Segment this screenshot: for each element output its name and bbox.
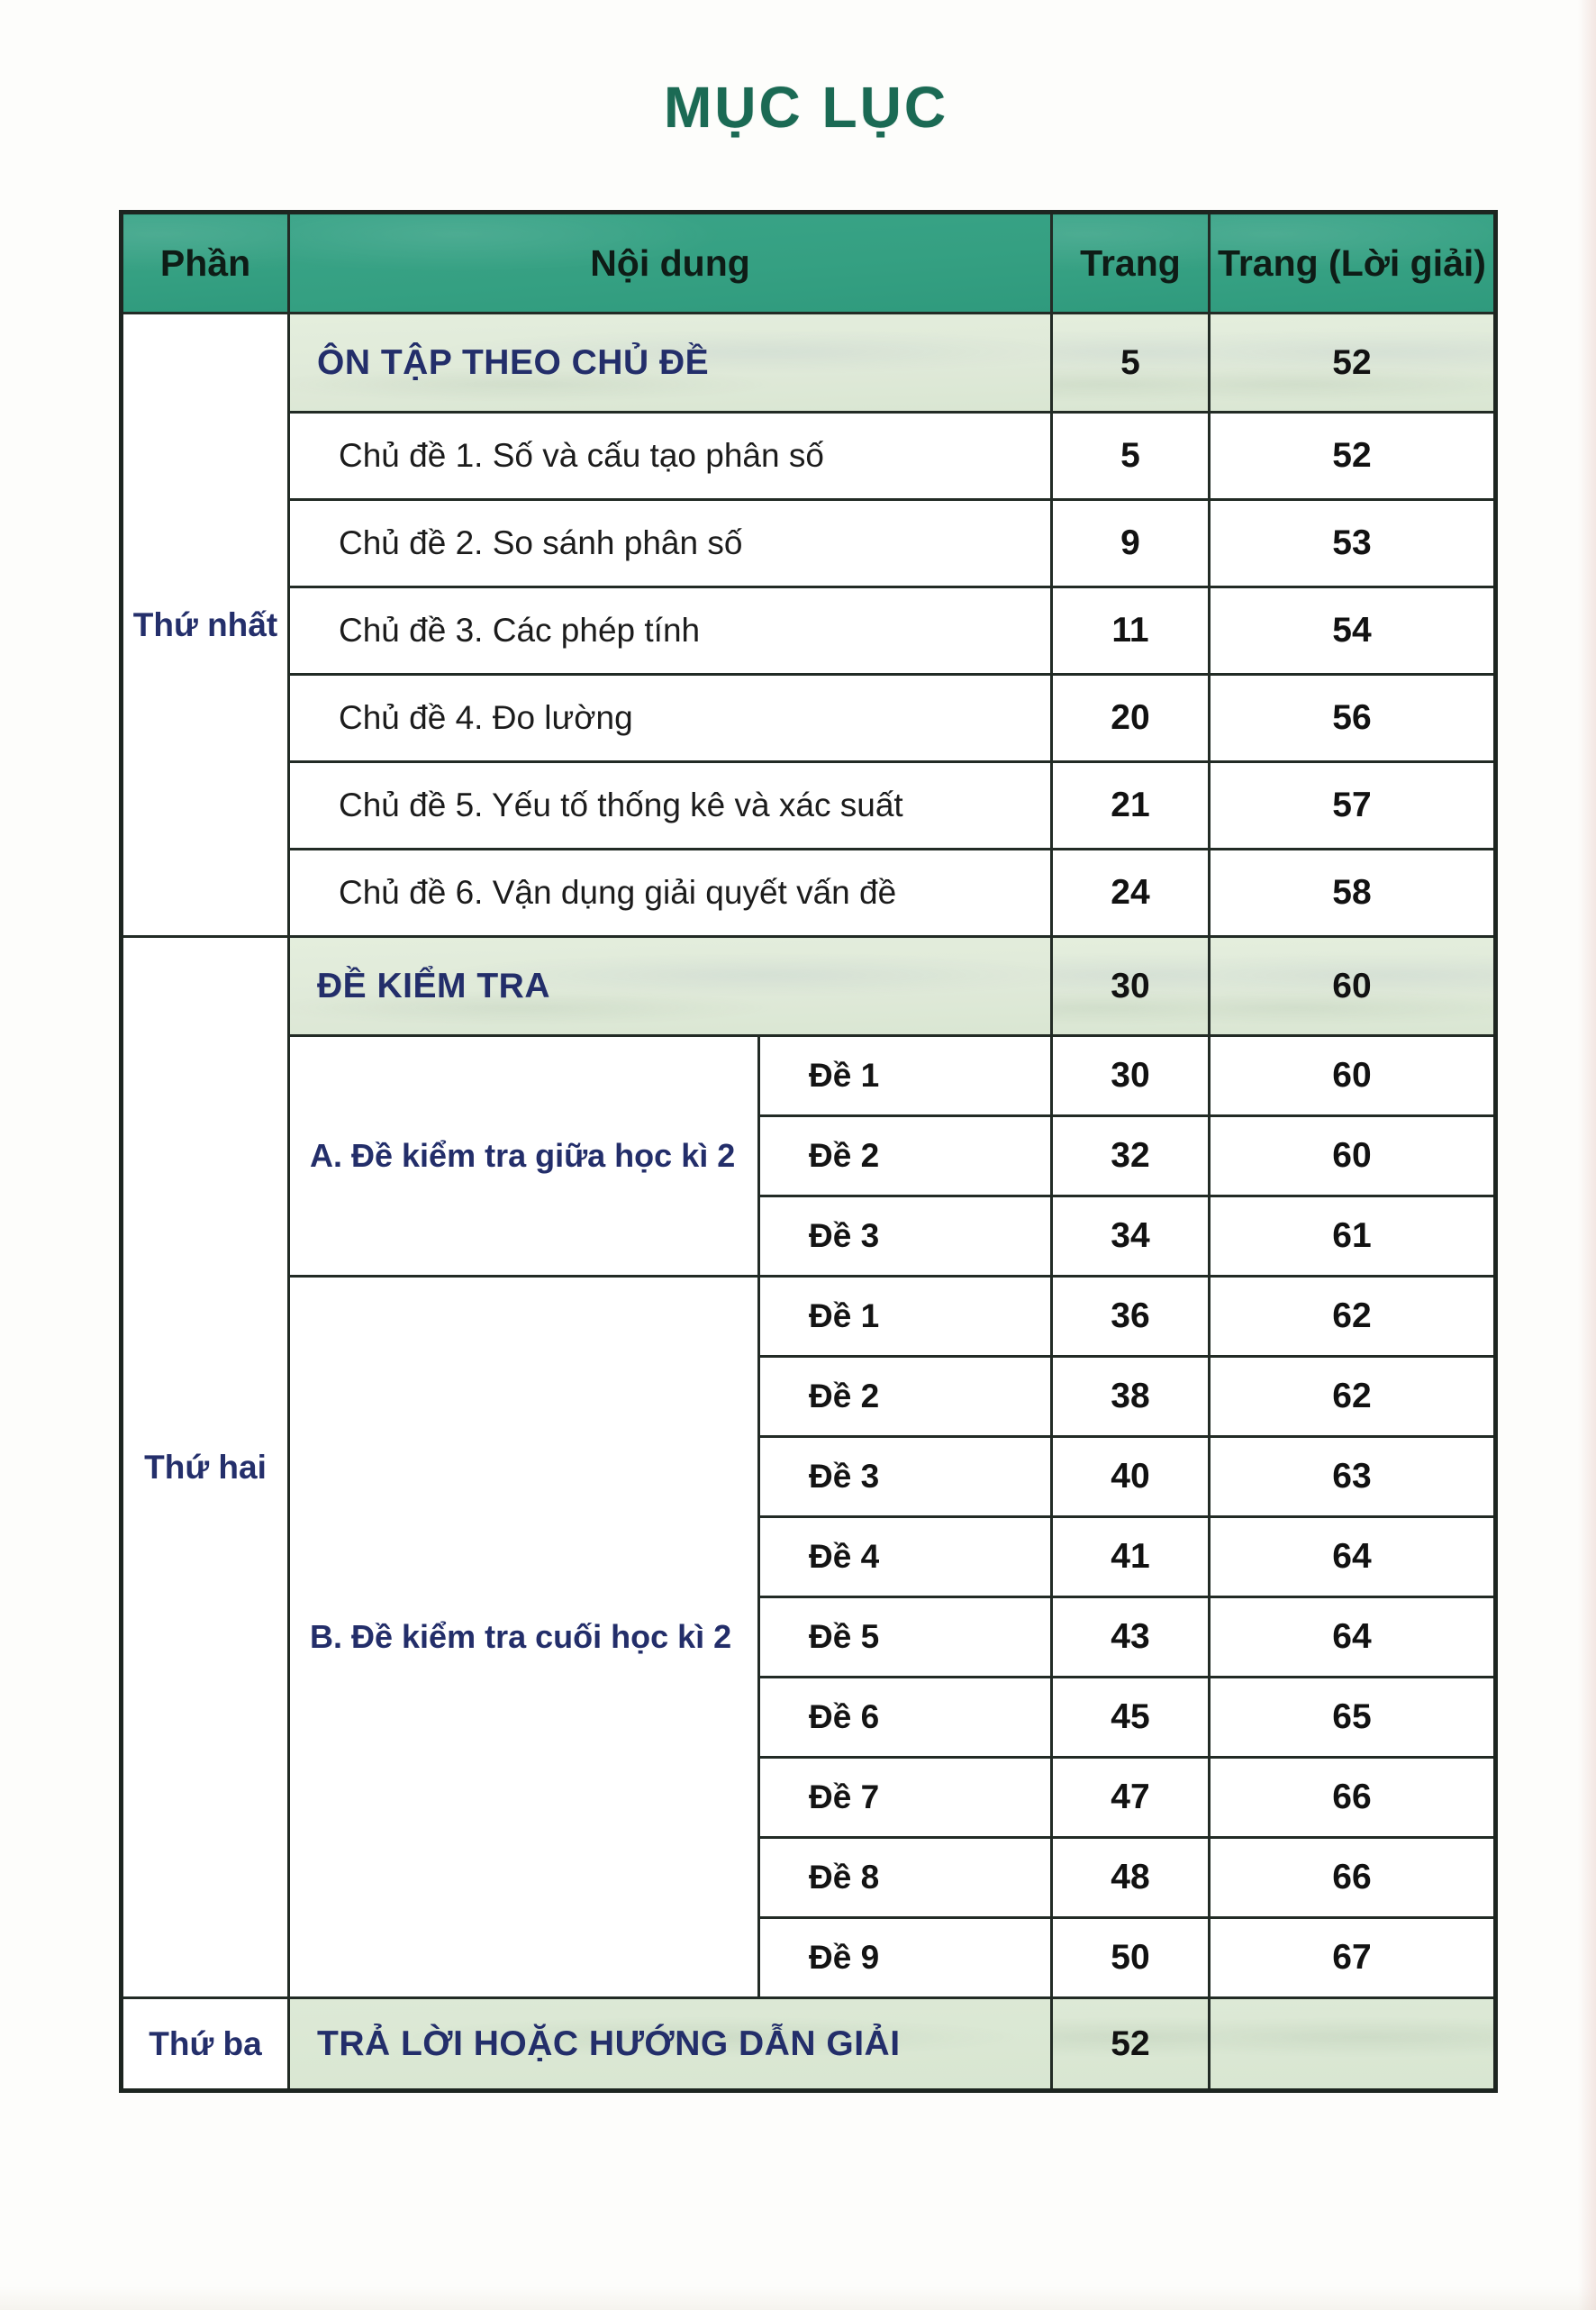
- exam-label: Đề 2: [759, 1116, 1052, 1196]
- exam-label: Đề 1: [759, 1036, 1052, 1116]
- section-label-thu-hai: Thứ hai: [122, 937, 289, 1998]
- page-number: 32: [1052, 1116, 1210, 1196]
- table-header-row: [122, 213, 1496, 314]
- exam-label: Đề 5: [759, 1597, 1052, 1678]
- table-row: [122, 675, 1496, 762]
- page-number: 5: [1052, 413, 1210, 500]
- table-row: [122, 1277, 1496, 1357]
- solution-page-number: 54: [1210, 587, 1496, 675]
- solution-page-number: 53: [1210, 500, 1496, 587]
- column-header-trang-loi-giai: Trang (Lời giải): [1210, 213, 1496, 314]
- solution-page-number: [1210, 1998, 1496, 2091]
- page-number: 20: [1052, 675, 1210, 762]
- exam-label: Đề 3: [759, 1196, 1052, 1277]
- page-number: 45: [1052, 1678, 1210, 1758]
- exam-label: Đề 4: [759, 1517, 1052, 1597]
- solution-page-number: 66: [1210, 1758, 1496, 1838]
- solution-page-number: 64: [1210, 1597, 1496, 1678]
- solution-page-number: 60: [1210, 1116, 1496, 1196]
- page-number: 36: [1052, 1277, 1210, 1357]
- section-heading-on-tap: ÔN TẬP THEO CHỦ ĐỀ: [289, 314, 1052, 413]
- exam-label: Đề 9: [759, 1918, 1052, 1998]
- solution-page-number: 60: [1210, 937, 1496, 1036]
- page-number: 52: [1052, 1998, 1210, 2091]
- table-row: [122, 937, 1496, 1036]
- table-row: [122, 587, 1496, 675]
- table-row: [122, 1998, 1496, 2091]
- table-row: [122, 762, 1496, 850]
- page-number: 11: [1052, 587, 1210, 675]
- table-row: [122, 1036, 1496, 1116]
- solution-page-number: 58: [1210, 850, 1496, 937]
- exam-label: Đề 6: [759, 1678, 1052, 1758]
- exam-group-label-a: A. Đề kiểm tra giữa học kì 2: [289, 1036, 759, 1277]
- solution-page-number: 52: [1210, 314, 1496, 413]
- topic-label: Chủ đề 6. Vận dụng giải quyết vấn đề: [289, 850, 1052, 937]
- exam-label: Đề 3: [759, 1437, 1052, 1517]
- table-row: [122, 850, 1496, 937]
- exam-label: Đề 8: [759, 1838, 1052, 1918]
- solution-page-number: 60: [1210, 1036, 1496, 1116]
- page-number: 47: [1052, 1758, 1210, 1838]
- topic-label: Chủ đề 5. Yếu tố thống kê và xác suất: [289, 762, 1052, 850]
- topic-label: Chủ đề 4. Đo lường: [289, 675, 1052, 762]
- page-number: 30: [1052, 1036, 1210, 1116]
- section-label-thu-nhat: Thứ nhất: [122, 314, 289, 937]
- solution-page-number: 66: [1210, 1838, 1496, 1918]
- page-number: 9: [1052, 500, 1210, 587]
- page-number: 5: [1052, 314, 1210, 413]
- solution-page-number: 61: [1210, 1196, 1496, 1277]
- table-row: [122, 500, 1496, 587]
- section-label-thu-ba: Thứ ba: [122, 1998, 289, 2091]
- page-number: 50: [1052, 1918, 1210, 1998]
- column-header-trang: Trang: [1052, 213, 1210, 314]
- solution-page-number: 52: [1210, 413, 1496, 500]
- solution-page-number: 56: [1210, 675, 1496, 762]
- section-heading-tra-loi: TRẢ LỜI HOẶC HƯỚNG DẪN GIẢI: [289, 1998, 1052, 2091]
- page-number: 30: [1052, 937, 1210, 1036]
- topic-label: Chủ đề 2. So sánh phân số: [289, 500, 1052, 587]
- solution-page-number: 64: [1210, 1517, 1496, 1597]
- table-row: [122, 413, 1496, 500]
- page-title: MỤC LỤC: [663, 75, 949, 140]
- solution-page-number: 57: [1210, 762, 1496, 850]
- page-number: 48: [1052, 1838, 1210, 1918]
- exam-group-label-b: B. Đề kiểm tra cuối học kì 2: [289, 1277, 759, 1998]
- page-number: 34: [1052, 1196, 1210, 1277]
- table-of-contents: [119, 210, 1498, 2093]
- table-row: [122, 314, 1496, 413]
- solution-page-number: 62: [1210, 1357, 1496, 1437]
- page-number: 41: [1052, 1517, 1210, 1597]
- page-number: 21: [1052, 762, 1210, 850]
- topic-label: Chủ đề 1. Số và cấu tạo phân số: [289, 413, 1052, 500]
- topic-label: Chủ đề 3. Các phép tính: [289, 587, 1052, 675]
- page-number: 40: [1052, 1437, 1210, 1517]
- exam-label: Đề 1: [759, 1277, 1052, 1357]
- solution-page-number: 63: [1210, 1437, 1496, 1517]
- column-header-phan: Phần: [122, 213, 289, 314]
- exam-label: Đề 2: [759, 1357, 1052, 1437]
- solution-page-number: 62: [1210, 1277, 1496, 1357]
- page-number: 24: [1052, 850, 1210, 937]
- page-edge-shadow: [1578, 0, 1596, 2310]
- page-number: 38: [1052, 1357, 1210, 1437]
- solution-page-number: 65: [1210, 1678, 1496, 1758]
- column-header-noi-dung: Nội dung: [289, 213, 1052, 314]
- solution-page-number: 67: [1210, 1918, 1496, 1998]
- section-heading-de-kiem-tra: ĐỀ KIỂM TRA: [289, 937, 1052, 1036]
- page-number: 43: [1052, 1597, 1210, 1678]
- exam-label: Đề 7: [759, 1758, 1052, 1838]
- page-bottom-shadow: [0, 2287, 1596, 2310]
